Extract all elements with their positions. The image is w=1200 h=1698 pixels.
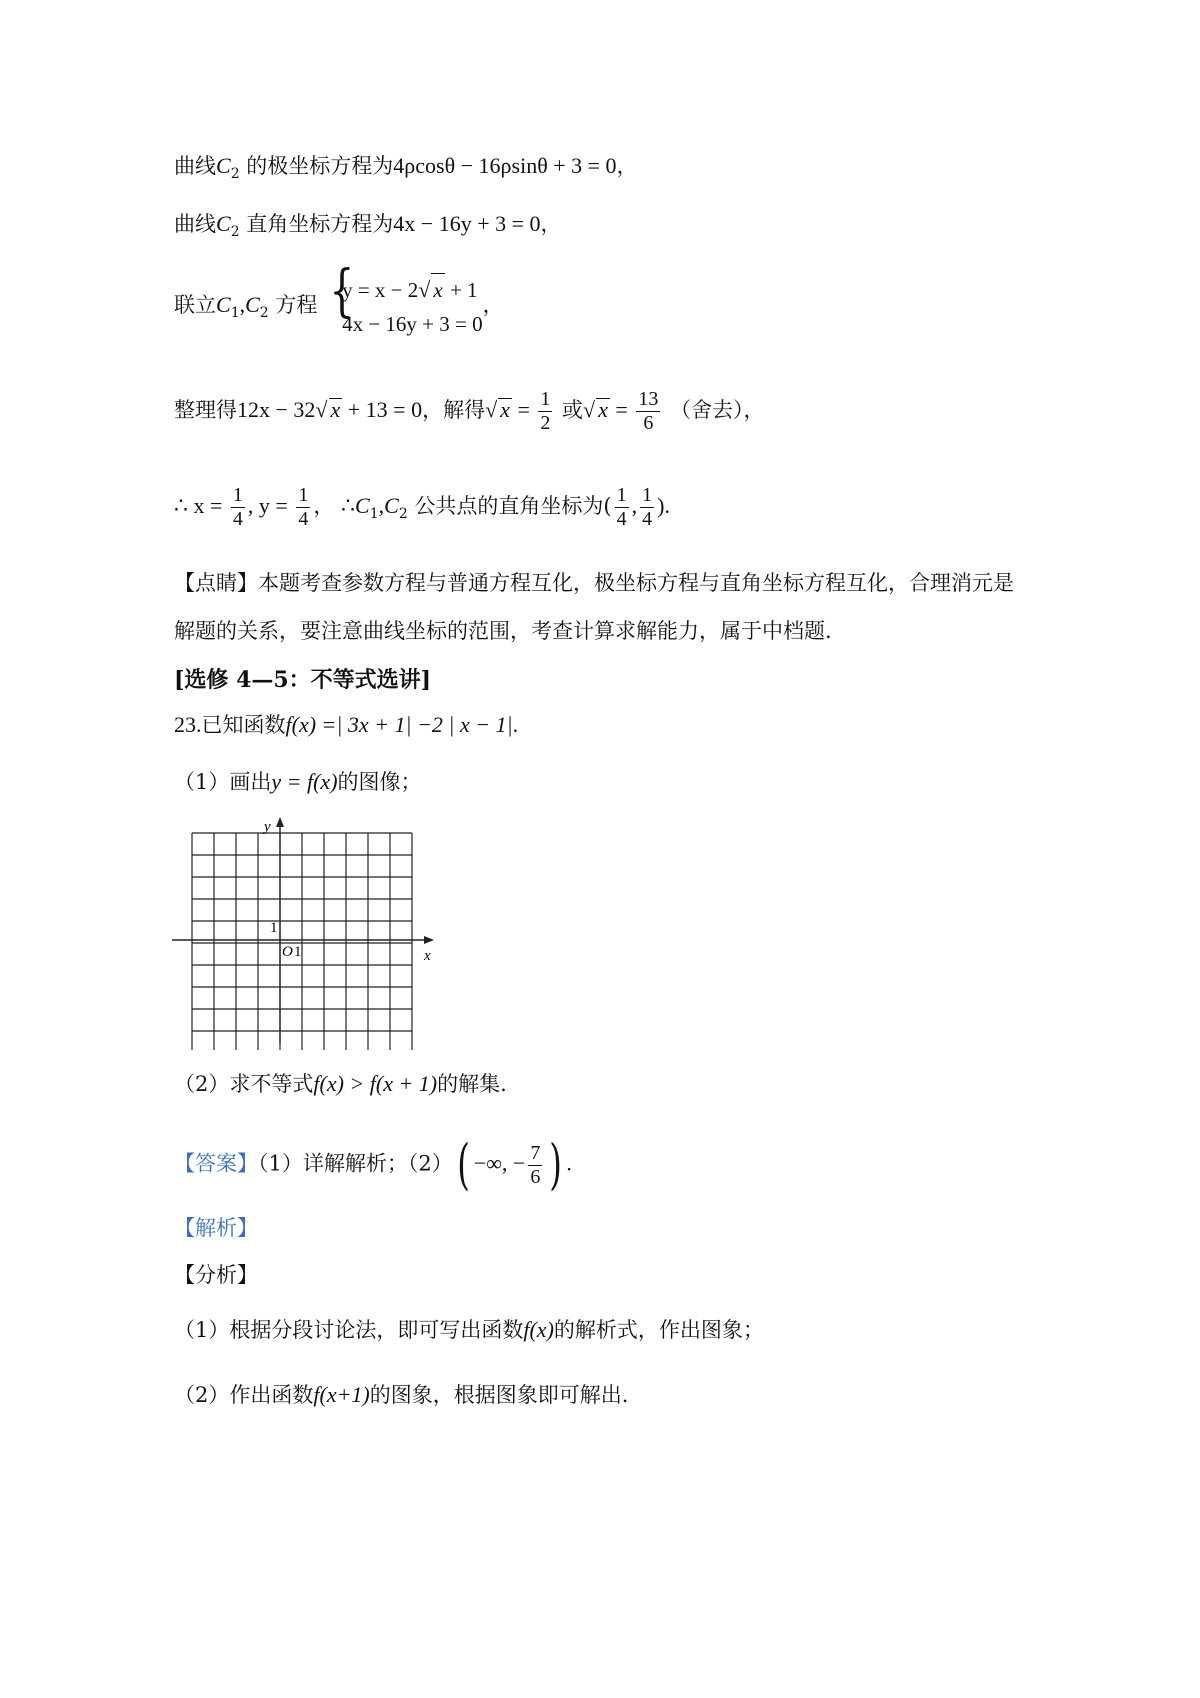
analysis-tag: 【解析】: [174, 1216, 258, 1240]
y-unit-label: 1: [270, 920, 278, 936]
comment-line-2: 解题的关系，要注意曲线坐标的范围，考查计算求解能力，属于中档题.: [174, 619, 832, 643]
analysis-line-2: （2）作出函数f(x+1)的图象，根据图象即可解出.: [174, 1382, 629, 1407]
answer-line: 【答案】（1）详解解析；（2）( −∞, − $\frac{7}{6}$ ) .: [174, 1133, 572, 1196]
equation-system: { y = x − 2√ x + 1 4x − 16y + 3 = 0: [329, 259, 483, 336]
text-line-5: ∴ x = $\frac{1}{4}$ , y = $\frac{1}{4}$ ， $\therefore C_1,C_2$ 公共点的直角坐标为( $\frac{1}{4}$ , $\frac{1}{4}$ ).: [174, 484, 670, 530]
y-axis-label: y: [264, 819, 271, 835]
x-axis-arrow: [424, 936, 434, 944]
fraction: $\frac{13}{6}$: [638, 388, 659, 434]
text-line-4: 整理得12x − 32√ x + 13 = 0，解得√ x = $\frac{1}{2}$ 或√ x = $\frac{13}{6}$ （舍去），: [174, 388, 765, 434]
equation-polar: 4ρcosθ − 16ρsinθ + 3 = 0: [393, 153, 617, 178]
coordinate-grid: [170, 815, 440, 1050]
y-axis-arrow: [276, 817, 284, 827]
breakdown-tag: 【分析】: [174, 1263, 258, 1287]
x-axis-label: x: [424, 948, 431, 964]
problem-part-2: （2）求不等式f(x) > f(x + 1)的解集.: [174, 1071, 507, 1096]
text-line-2: 曲线$C_2$ 直角坐标方程为4x − 16y + 3 = 0，: [174, 211, 562, 240]
problem-23: 23.已知函数f(x) =| 3x + 1| −2 | x − 1|.: [174, 712, 519, 737]
analysis-line-1: （1）根据分段讨论法，即可写出函数f(x)的解析式，作出图象；: [174, 1317, 764, 1342]
fraction: $\frac{1}{4}$: [232, 484, 243, 530]
fraction: $\frac{1}{2}$: [540, 388, 551, 434]
fraction: $\frac{1}{4}$: [298, 484, 309, 530]
fraction: $\frac{7}{6}$: [530, 1141, 541, 1188]
problem-part-1: （1）画出y = f(x)的图像；: [174, 769, 422, 794]
equation-cartesian: 4x − 16y + 3 = 0: [393, 211, 541, 236]
fraction: $\frac{1}{4}$: [616, 484, 627, 530]
x-unit-label: 1: [294, 944, 302, 960]
text-line-1: 曲线$C_2$ 的极坐标方程为4ρcosθ − 16ρsinθ + 3 = 0，: [174, 153, 638, 182]
origin-label: O: [282, 944, 293, 960]
fraction: $\frac{1}{4}$: [642, 484, 653, 530]
section-heading: [选修 4—5：不等式选讲]: [174, 667, 432, 693]
answer-tag: 【答案】: [174, 1151, 258, 1176]
text-line-3: 联立$C_1,C_2$ 方程 { y = x − 2√ x + 1 4x − 16y + 3 = 0 ，: [174, 272, 504, 341]
comment-line-1: 【点睛】本题考查参数方程与普通方程互化，极坐标方程与直角坐标方程互化，合理消元是: [174, 571, 1014, 595]
